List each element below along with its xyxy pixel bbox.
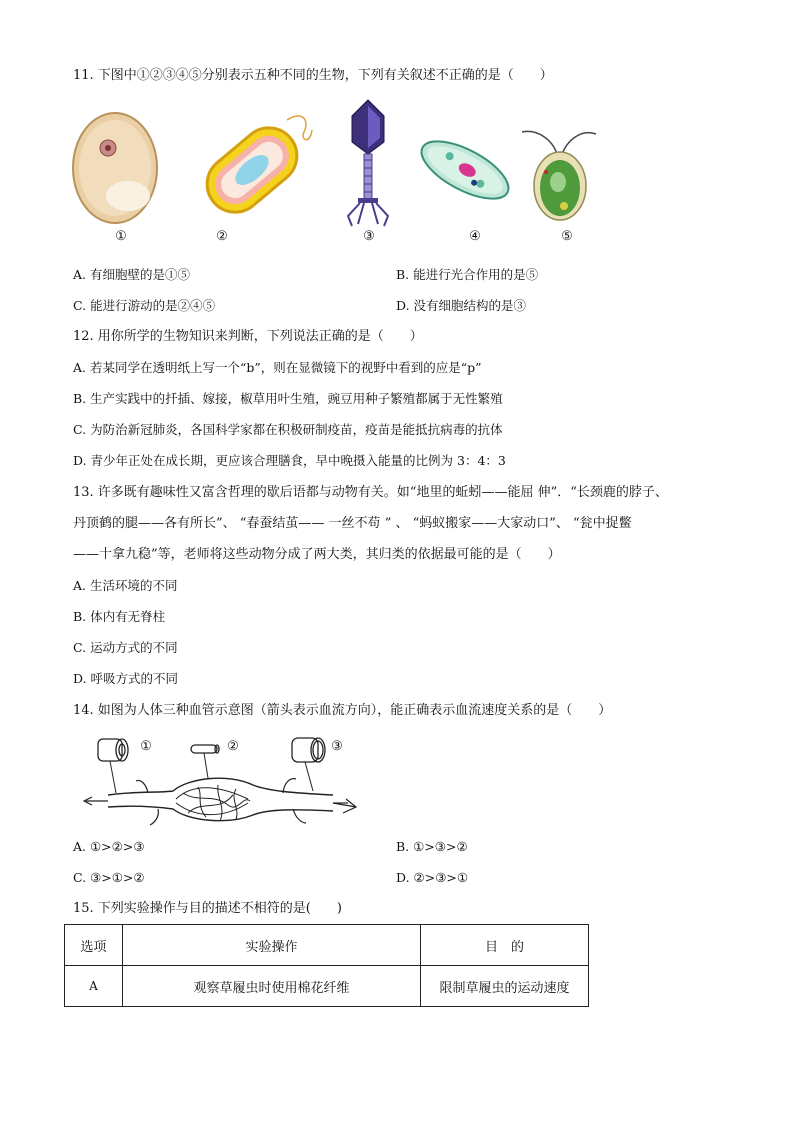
q14-option-d: D. ②>③>① [396, 870, 469, 885]
figure-label-5: ⑤ [561, 229, 573, 244]
figure-label-3: ③ [363, 229, 375, 244]
fungus-cell-figure [70, 108, 170, 228]
figure-label-2: ② [216, 229, 228, 244]
vessel-label-2: ② [227, 739, 239, 754]
q13-stem-line1: 13. 许多既有趣味性又富含哲理的歇后语都与动物有关。如“地里的蚯蚓——能屈 伸”．“长颈鹿的脖子、 [73, 485, 668, 500]
q15-stem: 15. 下列实验操作与目的描述不相符的是( ) [73, 901, 342, 916]
vessel-label-1: ① [140, 739, 152, 754]
vessel-label-3: ③ [331, 739, 343, 754]
q11-option-b: B. 能进行光合作用的是⑤ [396, 267, 539, 282]
table-header-purpose: 目 的 [421, 925, 589, 966]
q13-stem-line2: 丹顶鹤的腿——各有所长”、 “春蚕结茧—— 一丝不苟 ” 、 “蚂蚁搬家——大家动口”、 “瓮中捉鳖 [73, 516, 632, 531]
q11-option-d: D. 没有细胞结构的是③ [396, 298, 527, 313]
figure-label-4: ④ [469, 229, 481, 244]
q12-option-d: D. 青少年正处在成长期，更应该合理膳食，早中晚摄入能量的比例为 3：4：3 [73, 453, 506, 468]
table-header-row [65, 925, 589, 966]
q14-option-b: B. ①>③>② [396, 839, 468, 854]
q13-option-d: D. 呼吸方式的不同 [73, 671, 179, 686]
q12-stem: 12. 用你所学的生物知识来判断，下列说法正确的是（ ） [73, 329, 423, 344]
table-header-operation: 实验操作 [123, 925, 421, 966]
q13-option-a: A. 生活环境的不同 [73, 578, 178, 593]
artery-cross-section-icon [98, 739, 128, 761]
table-header-option: 选项 [65, 925, 123, 966]
experiment-table [64, 924, 589, 1007]
figure-label-1: ① [115, 229, 127, 244]
q13-option-c: C. 运动方式的不同 [73, 640, 178, 655]
q11-stem: 11. 下图中①②③④⑤分别表示五种不同的生物，下列有关叙述不正确的是（ ） [73, 68, 553, 83]
chlamydomonas-figure [512, 114, 607, 229]
q13-option-b: B. 体内有无脊柱 [73, 609, 166, 624]
table-cell: 限制草履虫的运动速度 [421, 966, 589, 1007]
vein-cross-section-icon [292, 738, 325, 762]
q13-stem-line3: ——十拿九稳”等，老师将这些动物分成了两大类，其归类的依据最可能的是（ ） [73, 547, 561, 562]
table-cell: A [65, 966, 123, 1007]
q11-option-a: A. 有细胞壁的是①⑤ [73, 267, 190, 282]
capillary-cross-section-icon [191, 745, 219, 753]
paramecium-figure [415, 125, 515, 215]
table-row [65, 966, 589, 1007]
bacterium-figure [192, 100, 322, 230]
q12-option-b: B. 生产实践中的扦插、嫁接，椒草用叶生殖，豌豆用种子繁殖都属于无性繁殖 [73, 391, 503, 406]
q12-option-c: C. 为防治新冠肺炎，各国科学家都在积极研制疫苗，疫苗是能抵抗病毒的抗体 [73, 422, 503, 437]
table-cell: 观察草履虫时使用棉花纤维 [123, 966, 421, 1007]
q14-option-a: A. ①>②>③ [73, 839, 145, 854]
bacteriophage-figure [340, 98, 400, 230]
q12-option-a: A. 若某同学在透明纸上写一个“b”，则在显微镜下的视野中看到的应是“p” [73, 360, 482, 375]
q14-stem: 14. 如图为人体三种血管示意图（箭头表示血流方向），能正确表示血流速度关系的是（ ） [73, 703, 612, 718]
q11-option-c: C. 能进行游动的是②④⑤ [73, 298, 216, 313]
q14-option-c: C. ③>①>② [73, 870, 145, 885]
